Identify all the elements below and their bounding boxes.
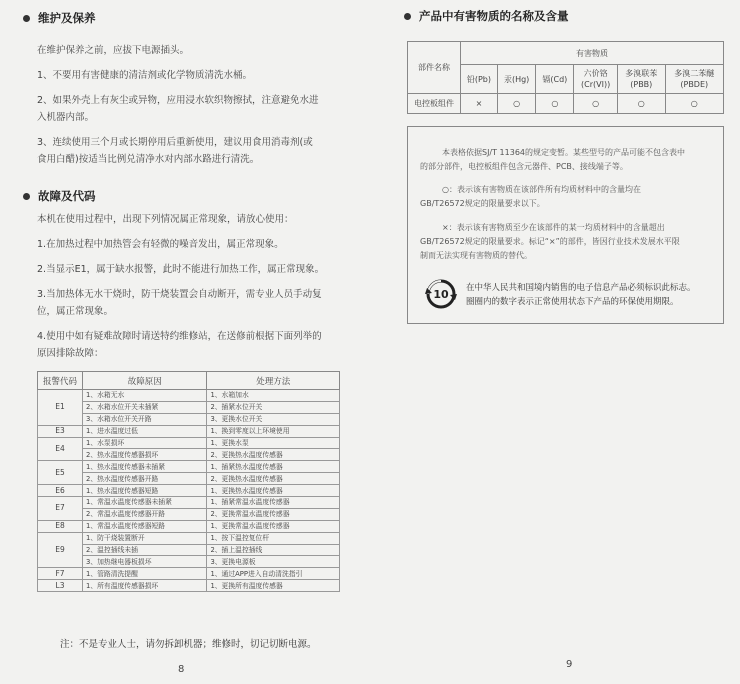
substance-name: 镉(Cd) [542,74,568,84]
table-row [38,473,340,485]
hazard-data-row [408,94,724,114]
table-row [38,508,340,520]
table-row [38,520,340,532]
logo-caption-line1: 在中华人民共和国境内销售的电子信息产品必须标识此标志。 [466,283,696,293]
hazard-p3-line1: ×：表示该有害物质至少在该部件的某一均质材料中的含量超出 [442,223,665,232]
substance-value: ○ [665,94,723,114]
fault-fix: 1、按下温控复位杆 [207,532,340,544]
fault-fix: 1、更换常温水温度传感器 [207,520,340,532]
alarm-code: E4 [38,437,83,461]
table-row [38,461,340,473]
row-label: 电控板组件 [408,94,461,114]
fault-cause: 3、水箱水位开关开路 [83,413,207,425]
fault-cause: 1、水箱无水 [83,390,207,402]
fault-cause: 1、常温水温度传感器未插紧 [83,497,207,509]
alarm-code: E8 [38,520,83,532]
fault-fix: 2、插紧水位开关 [207,401,340,413]
table-row [38,532,340,544]
substance-name: 汞(Hg) [503,74,530,84]
substance-header [665,65,723,94]
page-number-left: 8 [178,664,185,675]
fault-fix: 3、更换水位开关 [207,413,340,425]
table-row [38,413,340,425]
table-row [38,497,340,509]
fault-code-table [37,371,340,592]
table-row [38,568,340,580]
substance-name: 六价铬 [583,69,608,78]
fault-fix: 1、更换所有温度传感器 [207,580,340,592]
header-code: 报警代码 [38,372,83,390]
logo-caption-line2: 圈圈内的数字表示正常使用状态下产品的环保使用期限。 [466,297,679,307]
header-cause: 故障原因 [83,372,207,390]
hazard-p1-line1: 本表格依据SJ/T 11364的规定变暂。某些型号的产品可能不包含表中 [442,148,686,157]
fault-fix: 2、更换常温水温度传感器 [207,508,340,520]
alarm-code: E9 [38,532,83,568]
fault-cause: 1、管路清洗提醒 [83,568,207,580]
table-row [38,425,340,437]
maintenance-title: 维护及保养 [23,10,96,26]
fault-cause: 2、常温水温度传感器开路 [83,508,207,520]
fault-cause: 1、所有温度传感器损坏 [83,580,207,592]
maintenance-p3-line2: 入机器内部。 [37,112,95,123]
substance-name: 铅(Pb) [466,74,492,84]
bullet-icon [404,13,411,20]
fault-table-header-row [38,372,340,390]
fault-fix: 1、更换水泵 [207,437,340,449]
header-part: 部件名称 [408,42,461,94]
table-row [38,580,340,592]
hazard-p3-line2: GB/T26572规定的限量要求。标记“×”的部件，皆因行业技术发展水平限 [420,237,680,246]
table-row [38,544,340,556]
substance-header [461,65,498,94]
fault-cause: 1、热水温度传感器未插紧 [83,461,207,473]
logo-number: 10 [433,288,449,301]
substance-name: 多溴二苯醚 [674,69,715,78]
maintenance-p1: 在维护保养之前，应拔下电源插头。 [37,45,190,56]
environmental-period-logo-icon [424,277,458,311]
table-row [38,401,340,413]
hazard-p3-line3: 制而无法实现有害物质的替代。 [420,251,532,260]
substance-name: 多溴联苯 [625,69,658,78]
faults-n2: 2.当显示E1，属于缺水报警，此时不能进行加热工作，属正常现象。 [37,264,325,275]
substance-header [618,65,666,94]
faults-title: 故障及代码 [23,188,96,204]
hazard-table [407,41,724,114]
faults-n3-line1: 3.当加热体无水干烧时，防干烧装置会自动断开，需专业人员手动复 [37,289,322,300]
substance-value: × [461,94,498,114]
fault-cause: 3、加热继电器板损坏 [83,556,207,568]
fault-cause: 1、热水温度传感器短路 [83,485,207,497]
substance-header [536,65,574,94]
bullet-icon [23,15,30,22]
fault-fix: 1、插紧常温水温度传感器 [207,497,340,509]
logo-caption [466,281,696,309]
fault-cause: 2、热水温度传感器损坏 [83,449,207,461]
substance-value: ○ [536,94,574,114]
header-hazardous-substances: 有害物质 [461,42,724,65]
safety-note: 注：不是专业人士，请勿拆卸机器；维修时，切记切断电源。 [60,639,317,650]
fault-cause: 1、进水温度过低 [83,425,207,437]
substance-symbol: (Cr(VI)) [581,80,611,89]
maintenance-p4-line1: 3、连续使用三个月或长期停用后重新使用，建议用食用消毒剂(或 [37,137,313,148]
alarm-code: E3 [38,425,83,437]
substance-value: ○ [618,94,666,114]
fault-cause: 1、常温水温度传感器短路 [83,520,207,532]
table-row [38,485,340,497]
substance-value: ○ [574,94,618,114]
page-number-right: 9 [566,659,573,670]
hazard-title: 产品中有害物质的名称及含量 [404,8,569,24]
fault-fix: 1、水箱加水 [207,390,340,402]
alarm-code: E6 [38,485,83,497]
fault-cause: 2、温控插线未插 [83,544,207,556]
alarm-code: E1 [38,390,83,426]
fault-cause: 1、防干烧装置断开 [83,532,207,544]
fault-fix: 1、换到零度以上环境使用 [207,425,340,437]
hazard-p1-line2: 的部分部件，电控板组件包含元器件、PCB、接线端子等。 [420,162,628,171]
faults-n4-line2: 原因排除故障： [37,348,104,359]
substance-symbol: (PBB) [630,80,653,89]
bullet-icon [23,193,30,200]
alarm-code: E7 [38,497,83,521]
fault-fix: 2、更换热水温度传感器 [207,449,340,461]
faults-n4-line1: 4.使用中如有疑难故障时请送特约维修站，在送修前根据下面列举的 [37,331,322,342]
hazard-header-row-1 [408,42,724,65]
maintenance-p3-line1: 2、如果外壳上有灰尘或异物，应用浸水软织物擦拭，注意避免水进 [37,95,319,106]
faults-intro: 本机在使用过程中，出现下列情况属正常现象，请放心使用： [37,214,294,225]
alarm-code: E5 [38,461,83,485]
table-row [38,556,340,568]
fault-fix: 1、更换热水温度传感器 [207,485,340,497]
fault-fix: 2、更换热水温度传感器 [207,473,340,485]
table-row [38,390,340,402]
hazard-p2-line1: ○：表示该有害物质在该部件所有均质材料中的含量均在 [442,185,641,194]
faults-n3-line2: 位，属正常现象。 [37,306,114,317]
fault-fix: 1、插紧热水温度传感器 [207,461,340,473]
fault-fix: 1、通过APP进入自动清洗指引 [207,568,340,580]
table-row [38,437,340,449]
substance-value: ○ [497,94,536,114]
maintenance-p2: 1、不要用有害健康的清洁剂或化学物质清洗水桶。 [37,70,253,81]
table-row [38,449,340,461]
faults-n1: 1.在加热过程中加热管会有轻微的噪音发出，属正常现象。 [37,239,284,250]
maintenance-p4-line2: 食用白醋)按适当比例兑清净水对内部水路进行清洗。 [37,154,260,165]
alarm-code: L3 [38,580,83,592]
fault-fix: 2、插上温控插线 [207,544,340,556]
substance-symbol: (PBDE) [680,80,709,89]
fault-fix: 3、更换电源板 [207,556,340,568]
alarm-code: F7 [38,568,83,580]
header-fix: 处理方法 [207,372,340,390]
hazard-p2-line2: GB/T26572规定的限量要求以下。 [420,199,545,208]
substance-header [574,65,618,94]
fault-cause: 1、水泵损坏 [83,437,207,449]
substance-header [497,65,536,94]
fault-cause: 2、水箱水位开关未插紧 [83,401,207,413]
fault-cause: 2、热水温度传感器开路 [83,473,207,485]
